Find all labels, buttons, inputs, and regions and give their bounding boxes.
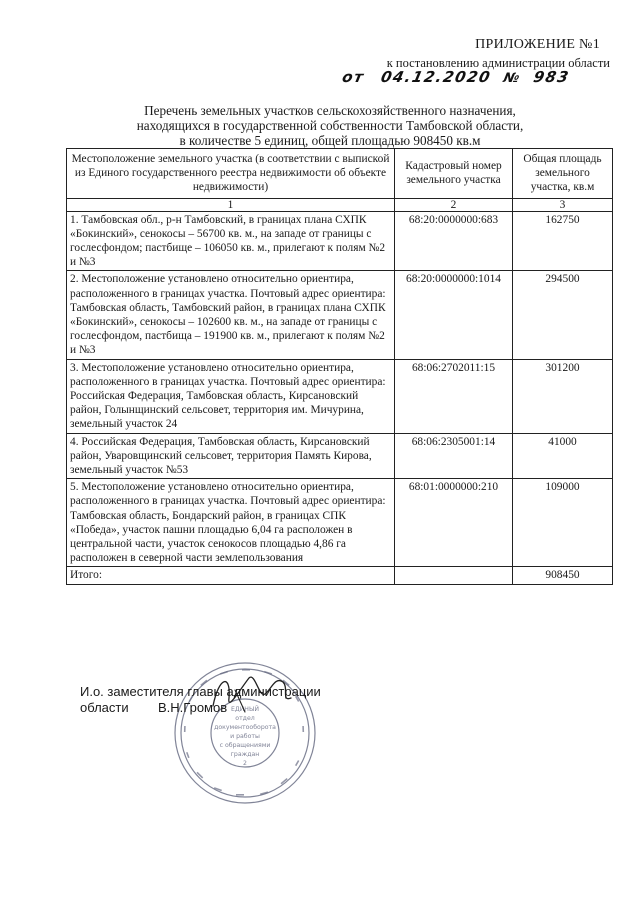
table-row: [67, 433, 613, 479]
total-label: Итого:: [67, 567, 395, 584]
signatory-position: И.о. заместителя главы администрации: [80, 684, 321, 699]
stamp-line: ЕДИНЫЙ: [230, 706, 260, 713]
column-number: 3: [513, 198, 613, 211]
plot-area: 162750: [513, 211, 613, 271]
total-empty-cell: [395, 567, 513, 584]
plot-location: 5. Местоположение установлено относительно ориентира, расположенного в границах участка. Почтовый адрес ориентира: Тамбовская область, Бондарский район, в границах СПК «Победа», участок пашни площадью 6,04 га расположен в центральной части, участок сенокосов площадью 4,86 га расположен в северной части землепользования: [67, 479, 395, 567]
total-row: [67, 567, 613, 584]
handwritten-date-number: [340, 68, 595, 90]
column-number: 1: [67, 198, 395, 211]
table-row: [67, 479, 613, 567]
number-prefix: №: [501, 71, 523, 86]
table-row: [67, 211, 613, 271]
plot-location: 2. Местоположение установлено относительно ориентира, расположенного в границах участка. Почтовый адрес ориентира: Тамбовская область, Тамбовский район, в границах плана СХПК «Бокинский», сенокосы – 102600 кв. м., на западе от границы с гослесфондом, пастбища – 191900 кв. м., прилегают к полям №2 и №3: [67, 271, 395, 359]
column-header-area: Общая площадь земельного участка, кв.м: [513, 149, 613, 199]
column-number: 2: [395, 198, 513, 211]
column-header-location: Местоположение земельного участка (в соответствии с выпиской из Единого государственного реестра недвижимости об объекте недвижимости): [67, 149, 395, 199]
plot-location: 4. Российская Федерация, Тамбовская область, Кирсановский район, Уваровщинский сельсовет, территория Память Кирова, земельный участок №53: [67, 433, 395, 479]
total-value: 908450: [513, 567, 613, 584]
table-row: [67, 359, 613, 433]
plot-cadastral-number: 68:06:2305001:14: [395, 433, 513, 479]
plot-cadastral-number: 68:20:0000000:1014: [395, 271, 513, 359]
plot-area: 301200: [513, 359, 613, 433]
stamp-line: граждан: [230, 751, 260, 758]
signatory-name: В.Н.Громов: [158, 700, 228, 715]
signatory-org: области: [80, 700, 129, 715]
table-row: [67, 271, 613, 359]
signature-block: [80, 684, 400, 716]
number-value: 983: [531, 68, 572, 86]
document-title: [60, 103, 600, 148]
stamp-line: 2: [243, 760, 247, 767]
stamp-line: с обращениями: [219, 742, 271, 749]
stamp-line: документооборота: [214, 724, 276, 731]
land-plots-table: [66, 148, 613, 585]
plot-area: 41000: [513, 433, 613, 479]
title-line-2: находящихся в государственной собственности Тамбовской области,: [136, 118, 524, 133]
plot-location: 1. Тамбовская обл., р-н Тамбовский, в границах плана СХПК «Бокинский», сенокосы – 56700 кв. м., на западе от границы с гослесфондом; пастбище – 106050 кв. м., прилегают к полям №2 и №3: [67, 211, 395, 271]
plot-location: 3. Местоположение установлено относительно ориентира, расположенного в границах участка. Почтовый адрес ориентира: Российская Федерация, Тамбовская область, Кирсановский район, Голынщинский сельсовет, территория им. Мичурина, земельный участок 24: [67, 359, 395, 433]
table-header-row: [67, 149, 613, 199]
stamp-line: отдел: [235, 715, 255, 722]
appendix-title: ПРИЛОЖЕНИЕ №1: [475, 37, 600, 52]
plot-area: 294500: [513, 271, 613, 359]
column-header-cadastral: Кадастровый номер земельного участка: [395, 149, 513, 199]
title-line-1: Перечень земельных участков сельскохозяйственного назначения,: [144, 103, 516, 118]
plot-cadastral-number: 68:20:0000000:683: [395, 211, 513, 271]
plot-cadastral-number: 68:06:2702011:15: [395, 359, 513, 433]
date-prefix: от: [340, 68, 367, 86]
title-line-3: в количестве 5 единиц, общей площадью 908450 кв.м: [179, 133, 481, 148]
stamp-line: и работы: [230, 733, 260, 740]
column-number-row: [67, 198, 613, 211]
plot-area: 109000: [513, 479, 613, 567]
appendix-subtitle: к постановлению администрации области: [386, 56, 610, 70]
plot-cadastral-number: 68:01:0000000:210: [395, 479, 513, 567]
date-value: 04.12.2020: [379, 68, 493, 86]
